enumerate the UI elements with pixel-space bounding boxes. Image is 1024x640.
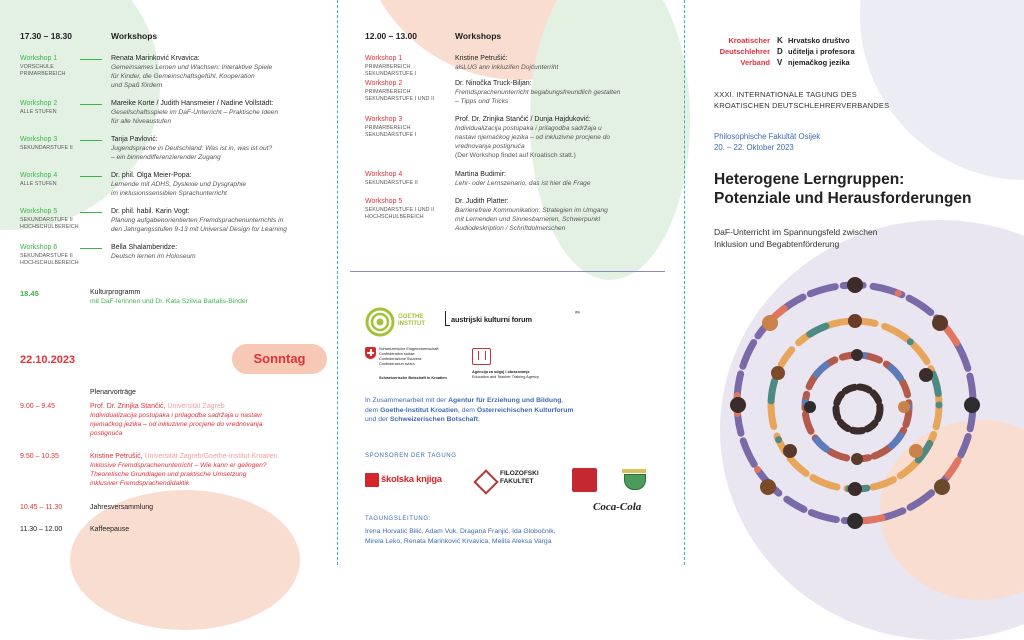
workshop-desc: Lehr- oder Lernszenario, das ist hier die Frage [455,180,591,187]
workshop-level: SEKUNDARSTUFE II [20,253,73,259]
swiss-logo-text: Schweizerische Eidgenossenschaft [379,347,439,351]
lead-names: Irena Horvatić Bilić, Adam Vuk, Dragana Franjić, Ida Globočnik, [365,528,556,535]
sponsors-title: SPONSOREN DER TAGUNG [365,453,457,459]
assembly-title: Jahresversammlung [90,504,154,511]
person-head [964,397,980,413]
workshop-desc: Deutsch lernen im Holoseum [111,253,196,260]
coop-line-1: In Zusammenarbeit mit der Agentur für Erziehung und Bildung, [365,397,564,404]
workshop-label: Workshop 2 [20,100,58,107]
workshop-item [365,116,665,164]
sat-title: Workshops [111,31,158,41]
culture-time: 18.45 [20,289,39,298]
talk-time: 9.00 – 9.45 [20,403,56,410]
workshop-desc: – ein binnendifferenzierender Zugang [111,154,221,161]
skolska-knjiga-logo [365,473,460,489]
swiss-cross-h [367,352,374,354]
subtitle: DaF-Unterricht im Spannungsfeld zwischen [714,227,878,237]
panel-divider-left [337,0,338,565]
workshop-presenter: Dr. Judith Platter: [455,198,509,205]
talk-item [20,403,330,448]
people-circle-illustration [720,255,990,550]
filozofski-fakultet-logo [475,470,560,494]
workshop-item [20,244,330,272]
agency-logo-text: Education and Teacher Training Agency [472,375,539,379]
workshop-desc: den Jahrgangsstufen 9-13 mit Universal Design for Learning [111,226,287,233]
workshop-level: SEKUNDARSTUFE II [20,217,73,223]
org-name-de: Verband [740,58,770,67]
workshop-level: ALLE STUFEN [20,109,57,115]
talk-speaker: Prof. Dr. Zrinjka Stančić, [90,403,166,410]
akf-logo [445,311,581,331]
workshop-label: Workshop 1 [20,55,58,62]
person-head [848,314,862,328]
workshop-connector [80,59,102,60]
workshop-label: Workshop 4 [20,172,58,179]
workshop-level: SEKUNDARSTUFE I UND II [365,207,435,213]
workshop-presenter: Kristine Petrušić: [455,55,508,62]
workshop-desc: (Der Workshop findet auf Kroatisch statt.) [455,152,576,159]
middle-panel [365,0,665,565]
workshop-label: Workshop 3 [365,116,403,123]
person-head [762,315,778,331]
workshop-desc: im inklusionssensiblen Sprachunterricht [111,190,227,197]
org-letter: K [777,36,783,45]
sat-ws-title: Workshops [455,31,502,41]
agency-logo-text: Agencija za odgoj i obrazovanje [472,370,530,374]
sponsor-emblem-red [572,468,597,492]
person-head [934,479,950,495]
sunday-date: 22.10.2023 [20,354,76,366]
workshop-label: Workshop 4 [365,171,403,178]
akf-logo-text: austrijski kulturni forum [451,315,532,324]
person-head [804,401,816,413]
person-head [847,277,863,293]
workshop-label: Workshop 5 [365,198,403,205]
workshop-desc: und Spaß fördern [111,82,163,89]
workshop-level: SEKUNDARSTUFE I [365,71,417,77]
workshop-desc: Gesellschaftsspiele im DaF-Unterricht – Praktische Ideen [111,109,279,116]
org-name-hr: Hrvatsko društvo [788,36,850,45]
workshop-level: PRIMARBEREICH [365,64,411,70]
culture-title: Kulturprogramm [90,289,141,296]
culture-desc: mit DaF-lerinnen und Dr. Kata Szilvia Bartalis-Binder [90,298,248,305]
workshop-level: HOCHSCHULBEREICH [20,260,79,266]
goethe-logo-icon [365,307,395,337]
swiss-logo-text: Confederaziun svizra [379,362,415,366]
skolska-knjiga-text: školska knjiga [381,474,442,485]
workshop-level: SEKUNDARSTUFE II [365,180,418,186]
ring-core [836,387,880,431]
person-head [909,444,923,458]
workshop-presenter: Martina Budimir: [455,171,506,178]
workshop-desc: Audiodeskription / Schriftdolmetschen [455,225,566,232]
goethe-logo-text: INSTITUT [398,321,425,327]
workshop-desc: vrednovanja postignuća [455,143,525,150]
talk-desc: Individualizacija postupaka i prilagodba sadržaja u nastavi [90,412,262,419]
sponsor-emblem-crest [620,468,648,494]
main-title: Potenziale und Herausforderungen [714,190,972,207]
workshop-presenter: Renata Marinković Krvavica: [111,55,200,62]
workshop-desc: – Tipps und Tricks [455,98,509,105]
workshop-desc: Planung aufgabenorientierten Fremdsprachenunterrichts in [111,217,284,224]
talk-desc: Inklusive Fremdsprachenunterricht – Wie kann er gelingen? [90,462,267,469]
lead-title: TAGUNGSLEITUNG: [365,516,431,522]
swiss-logo [365,347,475,387]
workshop-desc: Individualizacija postupaka i prilagodba sadržaja u [455,125,602,132]
goethe-logo [365,307,435,337]
talk-time: 9.50 – 10.35 [20,453,59,460]
person-head [771,366,785,380]
crest-top [622,469,646,473]
sunday-label: Sonntag [253,351,306,366]
workshop-presenter: Dr. phil. habil. Karin Vogt: [111,208,190,215]
workshop-connector [80,176,102,177]
talk-institution: Universität Zagreb/Goethe-Institut Kroatien [142,453,278,460]
lead-names: Mirela Leko, Renata Marinković Krvavica, Melita Aleksa Varga [365,538,552,545]
workshop-presenter: Dr. Ninočka Truck-Biljan: [455,80,532,87]
workshop-presenter: Tanja Pavlović: [111,136,158,143]
person-head [848,482,862,496]
workshop-label: Workshop 5 [20,208,58,215]
workshop-item [365,55,665,81]
akf-logo-mark: ʷⁿ [575,311,581,317]
workshop-presenter: Bella Shalamberidze: [111,244,178,251]
workshop-level: HOCHSCHULBEREICH [20,224,79,230]
workshop-desc: Lernende mit ADHS, Dyslexie und Dysgraphie [111,181,246,188]
workshop-item [20,208,330,238]
skolska-knjiga-icon [365,473,379,487]
talk-speaker: Kristine Petrušić, [90,453,143,460]
sat-ws-time: 12.00 – 13.00 [365,31,417,41]
talk-desc: inklusiver Fremdsprachendidaktik [90,480,190,487]
workshop-desc: Fremdsprachenunterricht begabungsfreundlich gestalten [455,89,621,96]
workshop-level: HOCHSCHULBEREICH [365,214,424,220]
conference-dates: 20. – 22. Oktober 2023 [714,143,794,152]
workshop-level: SEKUNDARSTUFE II [20,145,73,151]
workshop-desc: für alle Niveaustufen [111,118,172,125]
coffee-title: Kaffeepause [90,526,130,533]
workshop-desc: alsLUG ann inkluzifen Dojčunterriht [455,64,559,71]
org-name-hr: učitelja i profesora [788,47,855,56]
main-title: Heterogene Lerngruppen: [714,171,905,188]
talk-desc: njemačkog jezika – od inkluzivne procjene do vrednovanja [90,421,263,428]
workshop-desc: Gemeinsames Lernen und Wachsen: Interaktive Spiele [111,64,273,71]
person-head [847,513,863,529]
workshop-label: Workshop 6 [20,244,58,251]
coffee-time: 11.30 – 12.00 [20,526,63,533]
org-letter: D [777,47,783,56]
agency-mark-inner [478,351,486,360]
filozofski-fakultet-icon [473,469,498,494]
workshop-level: SEKUNDARSTUFE I UND II [365,96,435,102]
swiss-logo-text: Confederazione Svizzera [379,357,422,361]
workshop-presenter: Prof. Dr. Zrinjka Stančić / Dunja Hajduković: [455,116,591,123]
workshop-level: PRIMARBEREICH [365,125,411,131]
faculty: Philosophische Fakultät Osijek [714,132,821,141]
workshop-level: PRIMARBEREICH [20,71,66,77]
goethe-logo-text: GOETHE [398,314,424,320]
coop-line-3: und der Schweizerischen Botschaft. [365,416,480,423]
talk-header [90,403,225,410]
filozofski-fakultet-text: FILOZOFSKI [500,470,539,477]
workshop-level: SEKUNDARSTUFE I [365,132,417,138]
person-head [760,479,776,495]
coca-cola-logo: Coca-Cola [593,501,642,513]
person-head [898,401,910,413]
agency-logo [472,348,582,388]
person-head [851,349,863,361]
workshop-presenter: Dr. phil. Olga Meier-Popa: [111,172,192,179]
coop-line-2: dem Goethe-Institut Kroatien, dem Österreichischen Kulturforum [365,406,574,414]
workshop-connector [80,212,102,213]
workshop-desc: Barrierefreie Kommunikation: Strategien im Umgang [455,207,608,214]
workshop-label: Workshop 1 [365,55,403,62]
workshop-item [365,80,665,110]
workshop-connector [80,104,102,105]
crest-icon [624,474,646,490]
conference-name: KROATISCHEN DEUTSCHLEHRERVERBANDES [714,101,890,110]
workshop-label: Workshop 3 [20,136,58,143]
sat-time: 17.30 – 18.30 [20,31,72,41]
workshop-desc: für Kinder, die Gemeinschaftsgefühl, Kooperation [111,73,255,80]
panel-divider-right [684,0,685,565]
workshop-item [20,172,330,202]
assembly-time: 10.45 – 11.30 [20,504,63,511]
swiss-logo-text: Confédération suisse [379,352,415,356]
person-head [932,315,948,331]
workshop-connector [80,140,102,141]
conference-name: XXXI. INTERNATIONALE TAGUNG DES [714,90,857,99]
section-separator [350,271,665,272]
talk-item [20,453,330,498]
person-head [851,453,863,465]
akf-logo-rule [445,311,450,326]
workshop-connector [80,248,102,249]
right-panel [700,0,1024,565]
swiss-embassy-text: Schweizerische Botschaft in Kroatien [379,376,447,380]
org-name-de: Kroatischer [728,36,770,45]
talk-header [90,453,278,460]
talk-desc: postignuća [90,430,123,437]
org-name-hr: njemačkog jezika [788,58,850,67]
ring-inner-accent [805,355,909,459]
talk-desc: Theoretische Grundlagen und praktische Umsetzung [90,471,247,478]
subtitle: Inklusion und Begabtenförderung [714,239,840,249]
person-head [919,368,933,382]
cooperation-text [365,396,665,425]
left-panel [20,0,330,565]
org-letter: V [777,58,783,67]
workshop-item [20,100,330,130]
workshop-level: PRIMARBEREICH [365,89,411,95]
workshop-item [20,136,330,166]
workshop-level: VORSCHULE [20,64,54,70]
workshop-desc: nastavi njemačkog jezika – od inkluzivne procjene do [455,134,611,141]
workshop-item [365,171,665,193]
person-head [730,397,746,413]
workshop-desc: mit Lernenden und Sinnesbarrieren, Schwerpunkt [455,216,601,223]
workshop-item [365,198,665,238]
org-name-de: Deutschlehrer [719,47,770,56]
filozofski-fakultet-text: FAKULTET [500,478,534,485]
workshop-label: Workshop 2 [365,80,403,87]
talk-institution: Universität Zagreb [165,403,225,410]
workshop-level: ALLE STUFEN [20,181,57,187]
workshop-item [20,55,330,95]
plenar-title: Plenarvorträge [90,389,136,396]
org-logo [700,36,900,70]
person-head [783,444,797,458]
workshop-presenter: Mareike Korte / Judith Hansmeier / Nadine Vollstädt: [111,100,274,107]
workshop-desc: Jugendsprache in Deutschland: Was ist in, was ist out? [111,145,273,152]
